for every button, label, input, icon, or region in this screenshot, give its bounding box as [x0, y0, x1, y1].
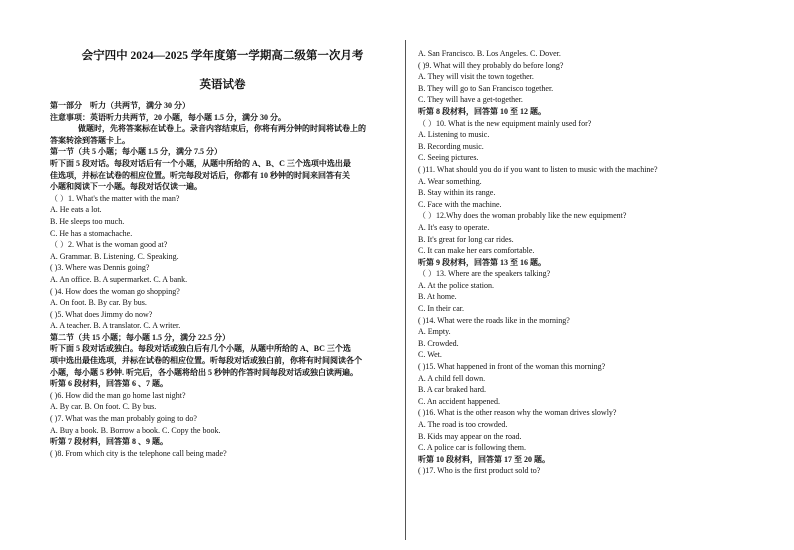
- option: A. Buy a book. B. Borrow a book. C. Copy the book.: [50, 425, 221, 435]
- material-heading: 听第 6 段材料，回答第 6 、7 题。: [50, 379, 168, 389]
- option: A. Empty.: [418, 327, 451, 337]
- option: A. A teacher. B. A translator. C. A writer.: [50, 321, 181, 331]
- question: ( )16. What is the other reason why the woman drives slowly?: [418, 408, 617, 418]
- option: C. Wet.: [418, 350, 442, 360]
- question: ( )15. What happened in front of the woman this morning?: [418, 362, 606, 372]
- option: A. He eats a lot.: [50, 205, 102, 215]
- option: C. Seeing pictures.: [418, 153, 479, 163]
- question: ( )4. How does the woman go shopping?: [50, 286, 180, 296]
- option: B. At home.: [418, 292, 457, 302]
- material-heading: 听第 8 段材料，回答第 10 至 12 题。: [418, 106, 546, 116]
- material-heading: 听第 9 段材料，回答第 13 至 16 题。: [418, 257, 546, 267]
- question: ( )9. What will they probably do before long?: [418, 60, 564, 70]
- option: A. An office. B. A supermarket. C. A bank.: [50, 274, 188, 284]
- option: A. Wear something.: [418, 176, 482, 186]
- material-heading: 听第 10 段材料，回答第 17 至 20 题。: [418, 454, 550, 464]
- question: （ ）10. What is the new equipment mainly used for?: [418, 118, 592, 128]
- option: C. He has a stomachache.: [50, 228, 133, 238]
- instruction-line: 项中选出最佳选项，并标在试卷的相应位置。听每段对话或独白前，你将有时间阅读各个: [50, 356, 362, 366]
- option: C. In their car.: [418, 304, 464, 314]
- option: B. It's great for long car rides.: [418, 234, 514, 244]
- section-heading: 第二节（共 15 小题；每小题 1.5 分，满分 22.5 分）: [50, 332, 230, 342]
- note-line: 做题时，先将答案标在试卷上。录音内容结束后，你将有两分钟的时间将试卷上的: [78, 124, 366, 134]
- column-divider: [405, 40, 406, 540]
- option: A. On foot. B. By car. By bus.: [50, 298, 147, 308]
- option: C. Face with the machine.: [418, 199, 502, 209]
- material-heading: 听第 7 段材料，回答第 8 、9 题。: [50, 437, 168, 447]
- question: （ ）2. What is the woman good at?: [50, 240, 168, 250]
- option: B. They will go to San Francisco together.: [418, 83, 554, 93]
- option: A. San Francisco. B. Los Angeles. C. Dover.: [418, 49, 561, 58]
- right-column: [418, 48, 758, 477]
- option: C. A police car is following them.: [418, 443, 526, 453]
- option: A. The road is too crowded.: [418, 420, 508, 429]
- instruction-line: 听下面 5 段对话。每段对话后有一个小题，从题中所给的 A、B、C 三个选项中选出最: [50, 158, 351, 168]
- note-line: 注意事项：英语听力共两节，20 小题，每小题 1.5 分，满分 30 分。: [50, 112, 286, 122]
- option: B. He sleeps too much.: [50, 216, 125, 226]
- option: A. It's easy to operate.: [418, 222, 490, 232]
- option: A. They will visit the town together.: [418, 72, 534, 82]
- page-title: 会宁四中 2024—2025 学年度第一学期高二级第一次月考: [81, 50, 364, 62]
- question: ( )3. Where was Dennis going?: [50, 263, 150, 273]
- option: A. By car. B. On foot. C. By bus.: [50, 402, 157, 412]
- page-subtitle: 英语试卷: [199, 79, 246, 91]
- question: （ ）12.Why does the woman probably like the new equipment?: [418, 211, 627, 221]
- part-heading: 第一部分 听力（共两节，满分 30 分）: [50, 101, 190, 110]
- option: A. A child fell down.: [418, 373, 486, 383]
- question: （ ）1. What's the matter with the man?: [50, 193, 180, 203]
- section-heading: 第一节（共 5 小题；每小题 1.5 分，满分 7.5 分）: [50, 147, 222, 157]
- option: A. At the police station.: [418, 280, 494, 290]
- option: B. Recording music.: [418, 141, 484, 151]
- option: C. It can make her ears comfortable.: [418, 246, 535, 256]
- question: ( )14. What were the roads like in the morning?: [418, 315, 570, 325]
- question: ( )8. From which city is the telephone call being made?: [50, 448, 227, 458]
- option: B. Stay within its range.: [418, 188, 496, 198]
- question: ( )6. How did the man go home last night?: [50, 390, 186, 400]
- instruction-line: 小题，每小题 5 秒钟. 听完后，各小题将给出 5 秒钟的作答时间每段对话或独白读两遍。: [50, 367, 358, 377]
- note-line: 答案转涂到答题卡上。: [50, 135, 130, 145]
- option: B. A car braked hard.: [418, 385, 486, 395]
- question: ( )7. What was the man probably going to do?: [50, 414, 197, 424]
- left-column: [50, 48, 395, 459]
- option: A. Grammar. B. Listening. C. Speaking.: [50, 251, 179, 261]
- option: B. Crowded.: [418, 338, 459, 348]
- option: C. An accident happened.: [418, 396, 500, 406]
- question: ( )5. What does Jimmy do now?: [50, 309, 153, 319]
- question: （ ）13. Where are the speakers talking?: [418, 269, 551, 279]
- option: C. They will have a get-together.: [418, 95, 523, 105]
- question: ( )17. Who is the first product sold to?: [418, 466, 541, 476]
- instruction-line: 听下面 5 段对话或独白。每段对话或独白后有几个小题，从题中所给的 A、BC 三个选: [50, 344, 351, 354]
- option: A. Listening to music.: [418, 130, 490, 140]
- option: B. Kids may appear on the road.: [418, 431, 522, 441]
- instruction-line: 小题和阅读下一小题。每段对话仅读一遍。: [50, 182, 202, 192]
- question: ( )11. What should you do if you want to listen to music with the machine?: [418, 164, 658, 174]
- instruction-line: 佳选项，并标在试卷的相应位置。听完每段对话后，你都有 10 秒钟的时间来回答有关: [50, 170, 350, 180]
